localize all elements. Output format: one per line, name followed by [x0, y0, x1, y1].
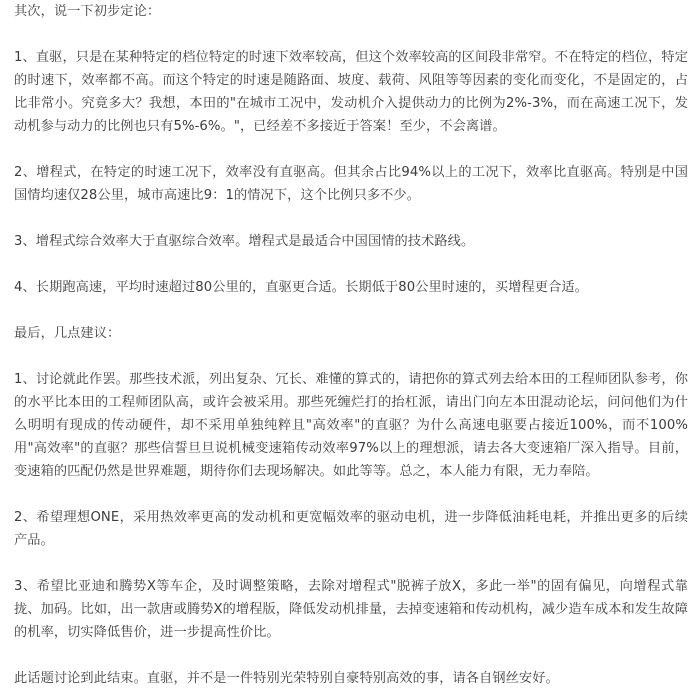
article-body	[14, 0, 688, 690]
suggestion-1: 1、讨论就此作罢。那些技术派，列出复杂、冗长、难懂的算式的，请把你的算式列去给本田的工程师团队参考，你的水平比本田的工程师团队高，或许会被采用。那些死缠烂打的抬杠派，请出门向左本田混动论坛，问问他们为什么明明有现成的传动硬件，却不采用单独纯粹且"高效率"的直驱？为什么高速电驱要占接近100%，而不100%用"高效率"的直驱？那些信誓旦旦说机械变速箱传动效率97%以上的理想派，请去各大变速箱厂深入指导。目前，变速箱的匹配仍然是世界难题，期待你们去现场解决。如此等等。总之，本人能力有限，无力奉陪。	[14, 372, 688, 479]
suggestions-heading: 最后，几点建议：	[14, 326, 121, 341]
suggestion-2: 2、希望理想ONE，采用热效率更高的发动机和更宽幅效率的驱动电机，进一步降低油耗电耗，并推出更多的后续产品。	[14, 510, 688, 548]
intro-heading: 其次，说一下初步定论：	[14, 4, 161, 19]
paragraph-gap	[14, 644, 688, 667]
paragraph-gap	[14, 207, 688, 230]
paragraph-gap	[14, 23, 688, 46]
conclusion-4: 4、长期跑高速，平均时速超过80公里的，直驱更合适。长期低于80公里时速的，买增程更合适。	[14, 280, 588, 295]
paragraph-gap	[14, 552, 688, 575]
paragraph-gap	[14, 253, 688, 276]
conclusion-1: 1、直驱，只是在某种特定的档位特定的时速下效率较高，但这个效率较高的区间段非常窄。不在特定的档位，特定的时速下，效率都不高。而这个特定的时速是随路面、坡度、载荷、风阻等等因素的变化而变化，不是固定的，占比非常小。究竟多大？我想，本田的"在城市工况中，发动机介入提供动力的比例为2%-3%，而在高速工况下，发动机参与动力的比例也只有5%-6%。"，已经差不多接近于答案！至少，不会离谱。	[14, 50, 688, 134]
suggestion-3: 3、希望比亚迪和腾势X等车企，及时调整策略，去除对增程式"脱裤子放X，多此一举"的固有偏见，向增程式靠拢、加码。比如，出一款唐或腾势X的增程版，降低发动机排量，去掉变速箱和传动机构，减少造车成本和发生故障的机率，切实降低售价，进一步提高性价比。	[14, 579, 688, 640]
paragraph-gap	[14, 345, 688, 368]
conclusion-2: 2、增程式，在特定的时速工况下，效率没有直驱高。但其余占比94%以上的工况下，效率比直驱高。特别是中国国情均速仅28公里，城市高速比9：1的情况下，这个比例只多不少。	[14, 165, 688, 203]
paragraph-gap	[14, 483, 688, 506]
paragraph-gap	[14, 299, 688, 322]
conclusion-3: 3、增程式综合效率大于直驱综合效率。增程式是最适合中国国情的技术路线。	[14, 234, 475, 249]
closing-paragraph: 此话题讨论到此结束。直驱，并不是一件特别光荣特别自豪特别高效的事，请各自钢丝安好。	[14, 671, 559, 686]
paragraph-gap	[14, 138, 688, 161]
